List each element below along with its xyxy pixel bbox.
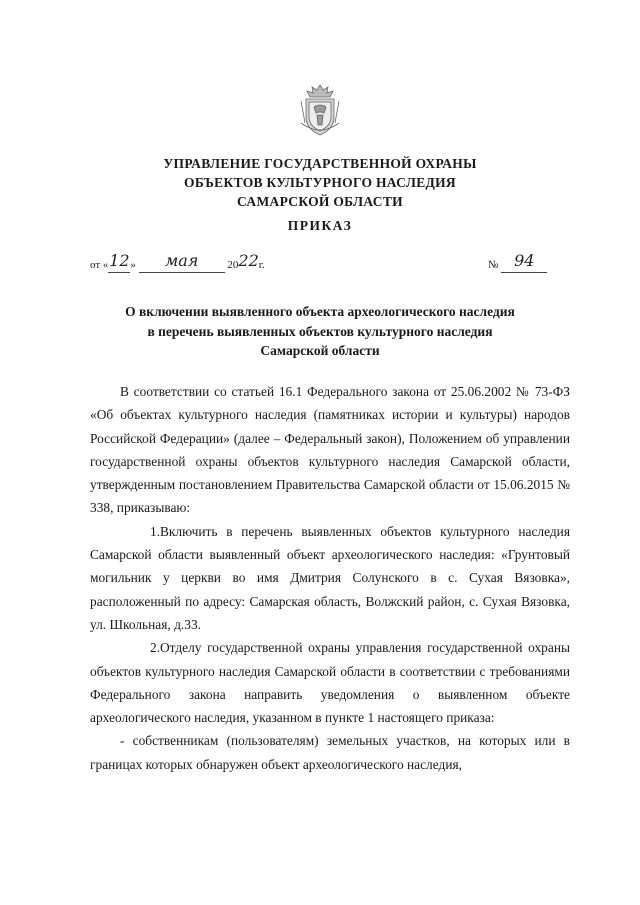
order-subject	[100, 302, 540, 361]
agency-header	[120, 154, 520, 211]
item-2-text: Отделу государственной охраны управления государственной охраны объектов культурного наследия Самарской области в соответствии с требованиями Федерального закона направить уведомления о выявленном объекте археологического наследия, указанном в пункте 1 настоящего приказа:	[90, 640, 570, 726]
item-2-paragraph	[90, 636, 570, 729]
item-1-text: Включить в перечень выявленных объектов культурного наследия Самарской области выявленный объект археологического наследия: «Грунтовый могильник у церкви во имя Дмитрия Солунского в с. Сухая Вязовка», расположенный по адресу: Самарская область, Волжский район, с. Сухая Вязовка, ул. Школьная, д.33.	[90, 523, 570, 632]
order-date	[90, 253, 265, 273]
subject-line: в перечень выявленных объектов культурного наследия	[147, 323, 493, 339]
agency-line: УПРАВЛЕНИЕ ГОСУДАРСТВЕННОЙ ОХРАНЫ	[163, 156, 477, 171]
coat-of-arms-emblem-icon	[297, 83, 343, 137]
agency-line: ОБЪЕКТОВ КУЛЬТУРНОГО НАСЛЕДИЯ	[184, 175, 456, 190]
date-suffix: г.	[258, 259, 265, 271]
date-year-prefix: 20	[227, 259, 239, 271]
agency-line: САМАРСКОЙ ОБЛАСТИ	[237, 194, 403, 209]
order-body	[90, 380, 570, 776]
subject-line: О включении выявленного объекта археологического наследия	[125, 304, 515, 319]
item-2-subitem: - собственникам (пользователям) земельных участков, на которых или в границах которых обнаружен объект археологического наследия,	[90, 733, 570, 772]
date-month-handwritten: мая	[164, 251, 199, 270]
number-handwritten: 94	[514, 251, 535, 270]
date-separator: »	[130, 259, 136, 271]
intro-paragraph: В соответствии со статьей 16.1 Федерального закона от 25.06.2002 № 73-ФЗ «Об объектах культурного наследия (памятниках истории и культуры) народов Российской Федерации» (далее – Федеральный закон), Положением об управлении государственной охраны объектов культурного наследия Самарской области, утвержденным постановлением Правительства Самарской области от 15.06.2015 № 338, приказываю:	[90, 384, 570, 516]
order-number	[488, 253, 547, 273]
item-1-number: 1.	[150, 523, 161, 539]
item-2-number: 2.	[150, 640, 161, 656]
date-day-handwritten: 12	[109, 251, 130, 270]
subject-line: Самарской области	[260, 343, 380, 358]
date-year-handwritten: 22	[238, 251, 259, 270]
number-prefix: №	[488, 259, 499, 271]
document-type-title: ПРИКАЗ	[287, 218, 353, 233]
item-1-paragraph	[90, 520, 570, 636]
date-prefix: от «	[90, 259, 109, 271]
